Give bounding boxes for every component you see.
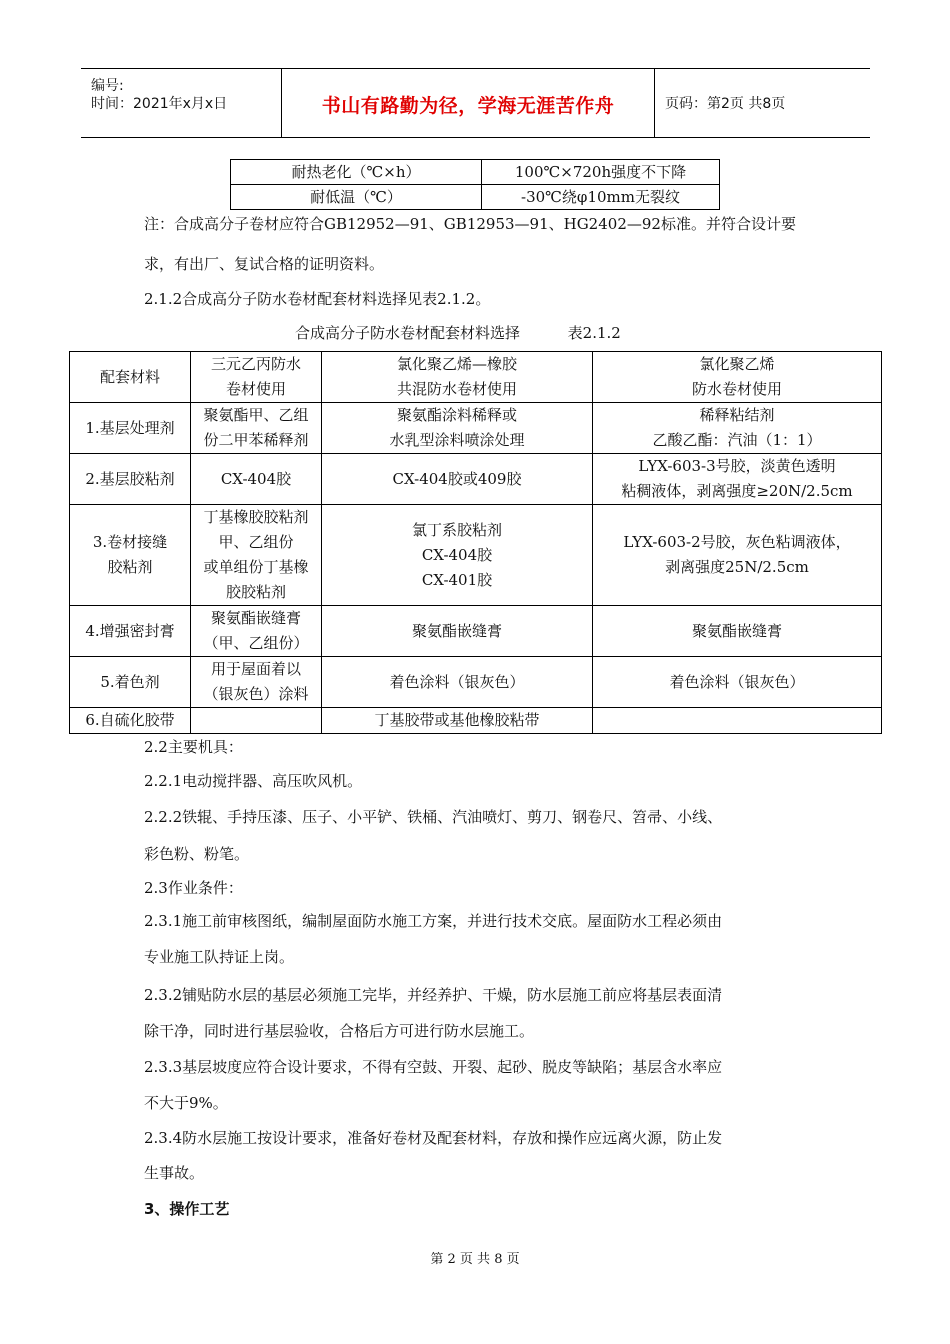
table-cell: 聚氨酯甲、乙组 份二甲苯稀释剂 xyxy=(191,403,322,454)
header-motto-cell xyxy=(282,69,655,137)
section-2-2-1: 2.2.1电动搅拌器、高压吹风机。 xyxy=(144,772,363,790)
section-2-3-4-line-2: 生事故。 xyxy=(144,1164,205,1182)
table-row xyxy=(70,708,882,734)
table-cell: 4.增强密封膏 xyxy=(70,606,191,657)
table-cell: 100℃×720h强度不下降 xyxy=(482,160,720,185)
doc-code-label: 编号: xyxy=(91,78,124,94)
section-2-3-2-line-1: 2.3.2铺贴防水层的基层必须施工完毕，并经养护、干燥，防水层施工前应将基层表面清 xyxy=(144,986,723,1004)
table-cell: 聚氨酯涂料稀释或 水乳型涂料喷涂处理 xyxy=(322,403,593,454)
header-page-number: 页码：第2页 共8页 xyxy=(665,96,786,112)
table-row xyxy=(231,185,720,210)
table-row xyxy=(70,454,882,505)
section-2-2-2-line-2: 彩色粉、粉笔。 xyxy=(144,845,250,863)
table-cell: 丁基胶带或基他橡胶粘带 xyxy=(322,708,593,734)
table-cell: 1.基层处理剂 xyxy=(70,403,191,454)
table-cell xyxy=(593,708,882,734)
column-header: 三元乙丙防水 卷材使用 xyxy=(191,352,322,403)
table-cell: 丁基橡胶胶粘剂 甲、乙组份 或单组份丁基橡 胶胶粘剂 xyxy=(191,505,322,606)
table-cell: CX-404胶或409胶 xyxy=(322,454,593,505)
section-2-3-2-line-2: 除干净，同时进行基层验收，合格后方可进行防水层施工。 xyxy=(144,1022,535,1040)
table-row xyxy=(70,403,882,454)
table-cell: 6.自硫化胶带 xyxy=(70,708,191,734)
section-2-3-1-line-1: 2.3.1施工前审核图纸，编制屋面防水施工方案，并进行技术交底。屋面防水工程必须由 xyxy=(144,912,723,930)
column-header: 氯化聚乙烯—橡胶 共混防水卷材使用 xyxy=(322,352,593,403)
table-cell: CX-404胶 xyxy=(191,454,322,505)
table-cell: 着色涂料（银灰色） xyxy=(593,657,882,708)
section-2-3-4-line-1: 2.3.4防水层施工按设计要求，准备好卷材及配套材料，存放和操作应远离火源，防止发 xyxy=(144,1129,723,1147)
section-2-1-2: 2.1.2合成高分子防水卷材配套材料选择见表2.1.2。 xyxy=(144,290,491,308)
table-cell: 着色涂料（银灰色） xyxy=(322,657,593,708)
note-line-2: 求，有出厂、复试合格的证明资料。 xyxy=(144,255,385,273)
section-3-heading: 3、操作工艺 xyxy=(144,1200,230,1218)
table-row xyxy=(70,657,882,708)
table-cell: 聚氨酯嵌缝膏 xyxy=(593,606,882,657)
header-motto: 书山有路勤为径，学海无涯苦作舟 xyxy=(321,95,615,117)
table-cell: 5.着色剂 xyxy=(70,657,191,708)
table-cell: 聚氨酯嵌缝膏 （甲、乙组份） xyxy=(191,606,322,657)
table-cell: 稀释粘结剂 乙酸乙酯：汽油（1：1） xyxy=(593,403,882,454)
table-cell: LYX-603-2号胶，灰色粘调液体， 剥离强度25N/2.5cm xyxy=(593,505,882,606)
table-caption: 合成高分子防水卷材配套材料选择 表2.1.2 xyxy=(295,324,621,342)
table-cell: 用于屋面着以 （银灰色）涂料 xyxy=(191,657,322,708)
table-cell: -30℃绕φ10mm无裂纹 xyxy=(482,185,720,210)
table-cell: LYX-603-3号胶，淡黄色透明 粘稠液体，剥离强度≥20N/2.5cm xyxy=(593,454,882,505)
table-cell: 2.基层胶粘剂 xyxy=(70,454,191,505)
table-row xyxy=(231,160,720,185)
section-2-3-1-line-2: 专业施工队持证上岗。 xyxy=(144,948,295,966)
table-header-row xyxy=(70,352,882,403)
table-cell: 聚氨酯嵌缝膏 xyxy=(322,606,593,657)
doc-date: 时间：2021年x月x日 xyxy=(91,96,228,112)
section-2-2: 2.2主要机具： xyxy=(144,738,243,756)
note-line-1: 注：合成高分子卷材应符合GB12952—91、GB12953—91、HG2402—92标准。并符合设计要 xyxy=(144,215,796,233)
table-row xyxy=(70,606,882,657)
header-page-cell xyxy=(655,69,870,137)
column-header: 配套材料 xyxy=(70,352,191,403)
table-cell: 3.卷材接缝 胶粘剂 xyxy=(70,505,191,606)
section-2-2-2-line-1: 2.2.2铁辊、手持压漆、压子、小平铲、铁桶、汽油喷灯、剪刀、钢卷尺、笤帚、小线、 xyxy=(144,808,723,826)
materials-table xyxy=(69,351,882,734)
section-2-3-3-line-2: 不大于9%。 xyxy=(144,1094,228,1112)
header-meta-cell xyxy=(81,69,282,137)
table-cell: 耐热老化（℃×h） xyxy=(231,160,482,185)
page-footer: 第 2 页 共 8 页 xyxy=(430,1252,520,1267)
section-2-3: 2.3作业条件： xyxy=(144,879,243,897)
section-2-3-3-line-1: 2.3.3基层坡度应符合设计要求，不得有空鼓、开裂、起砂、脱皮等缺陷；基层含水率应 xyxy=(144,1058,723,1076)
table-cell: 耐低温（℃） xyxy=(231,185,482,210)
table-row xyxy=(70,505,882,606)
page-header xyxy=(81,68,870,138)
table-cell: 氯丁系胶粘剂 CX-404胶 CX-401胶 xyxy=(322,505,593,606)
property-table xyxy=(230,159,720,210)
table-cell xyxy=(191,708,322,734)
column-header: 氯化聚乙烯 防水卷材使用 xyxy=(593,352,882,403)
